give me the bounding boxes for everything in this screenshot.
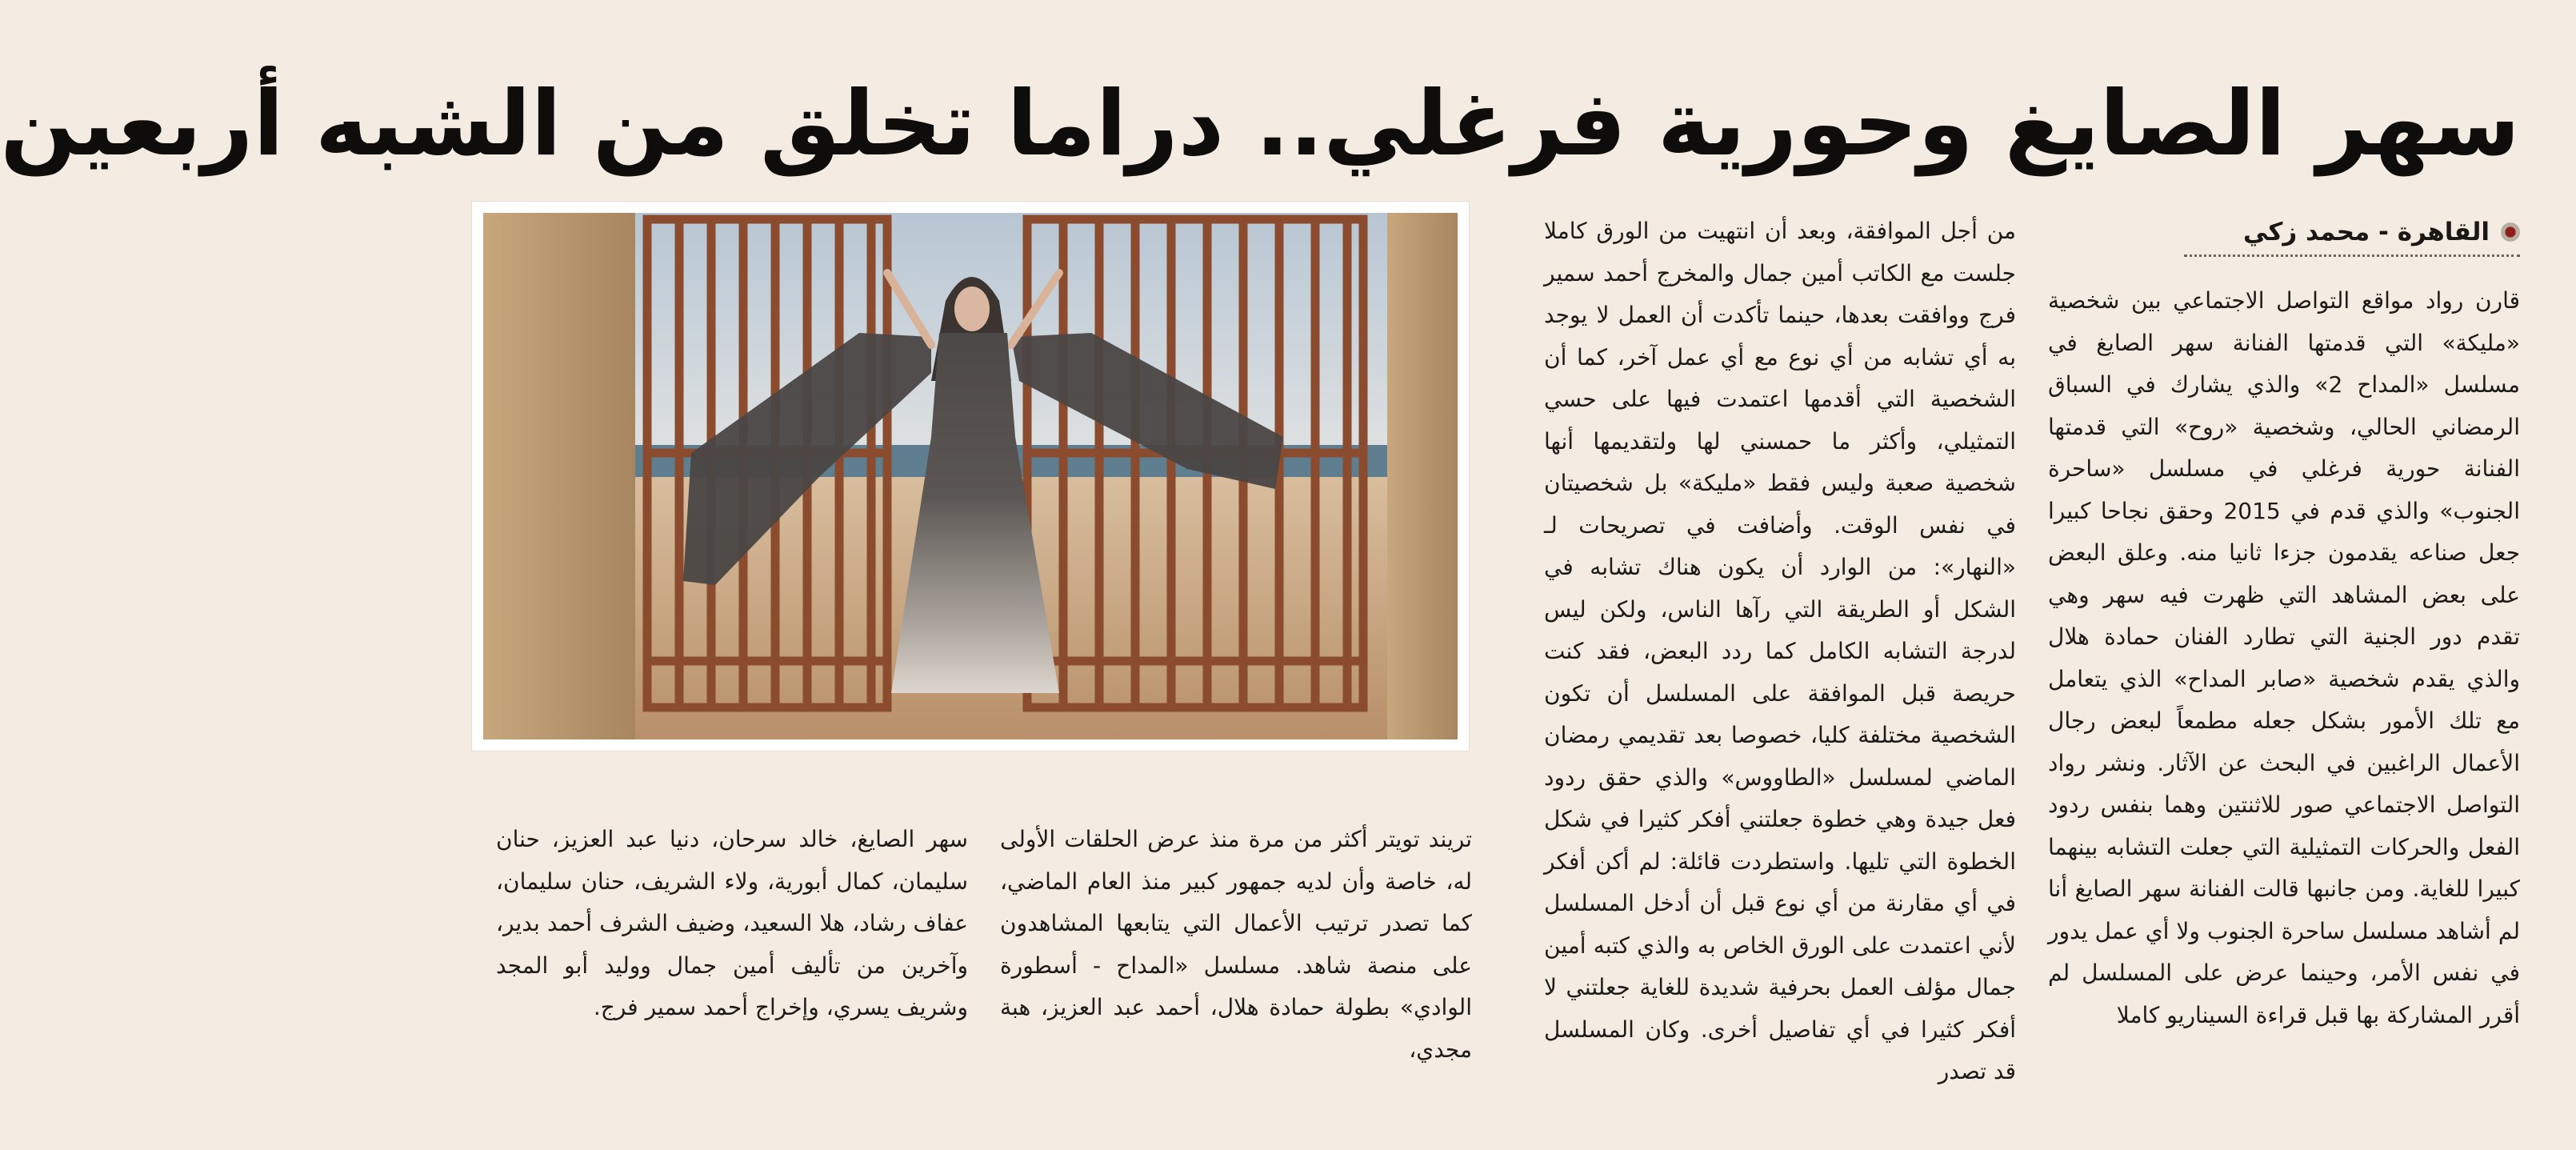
article-column-3: تريند تويتر أكثر من مرة منذ عرض الحلقات الأولى له، خاصة وأن لديه جمهور كبير منذ العام الماضي، كما تصدر ترتيب الأعمال التي يتابعها المشاهدون على منصة شاهد. مسلسل «المداح - أسطورة الوادي» بطولة حمادة هلال، أحمد عبد العزيز، هبة مجدي، — [1000, 826, 1472, 1063]
headline: سهر الصايغ وحورية فرغلي.. دراما تخلق من الشبه أربعين — [0, 72, 2520, 176]
byline — [2184, 210, 2520, 257]
byline-text: القاهرة - محمد زكي — [2242, 218, 2490, 246]
photo-illustration — [483, 213, 1458, 739]
bullet-icon — [2501, 222, 2520, 242]
article-column-1: قارن رواد مواقع التواصل الاجتماعي بين شخصية «مليكة» التي قدمتها الفنانة سهر الصايغ في مسلسل «المداح 2» والذي يشارك في السباق الرمضاني الحالي، وشخصية «روح» التي قدمتها الفنانة حورية فرغلي في مسلسل «ساحرة الجنوب» والذي قدم في 2015 وحقق نجاحا كبيرا جعل صناعه يقدمون جزءا ثانيا منه. وعلق البعض على بعض المشاهد التي ظهرت فيه سهر وهي تقدم دور الجنية التي تطارد الفنان حمادة هلال والذي يقدم شخصية «صابر المداح» الذي يتعامل مع تلك الأمور بشكل جعله مطمعاً لبعض رجال الأعمال الراغبين في البحث عن الآثار. ونشر رواد التواصل الاجتماعي صور للاثنتين وهما بنفس ردود الفعل والحركات التمثيلية التي جعلت التشابه بينهما كبيرا للغاية. ومن جانبها قالت الفنانة سهر الصايغ أنا لم أشاهد مسلسل ساحرة الجنوب ولا أي عمل يدور في نفس الأمر، وحينما عرض على المسلسل لم أقرر المشاركة بها قبل قراءة السيناريو كاملا — [2048, 287, 2520, 1028]
article-photo — [472, 202, 1469, 751]
article-column-4: سهر الصايغ، خالد سرحان، دنيا عبد العزيز، حنان سليمان، كمال أبورية، ولاء الشريف، حنان سليمان، عفاف رشاد، هلا السعيد، وضيف الشرف أحمد بدير، وآخرين من تأليف أمين جمال ووليد أبو المجد وشريف يسري، وإخراج أحمد سمير فرج. — [496, 826, 968, 1020]
photo-wall-left — [483, 213, 635, 739]
article-column-2: من أجل الموافقة، وبعد أن انتهيت من الورق كاملا جلست مع الكاتب أمين جمال والمخرج أحمد سمير فرج ووافقت بعدها، حينما تأكدت أن العمل لا يوجد به أي تشابه من أي نوع مع أي عمل آخر، كما أن الشخصية التي أقدمها اعتمدت فيها على حسي التمثيلي، وأكثر ما حمسني لها ولتقديمها أنها شخصية صعبة وليس فقط «مليكة» بل شخصيتان في نفس الوقت. وأضافت في تصريحات لـ «النهار»: من الوارد أن يكون هناك تشابه في الشكل أو الطريقة التي رآها الناس، ولكن ليس لدرجة التشابه الكامل كما ردد البعض، فقد كنت حريصة قبل الموافقة على المسلسل أن تكون الشخصية مختلفة كليا، خصوصا بعد تقديمي رمضان الماضي لمسلسل «الطاووس» والذي حقق ردود فعل جيدة وهي خطوة جعلتني أفكر كثيرا في شكل الخطوة التي تليها. واستطردت قائلة: لم أكن أفكر في أي مقارنة من أي نوع قبل أن أدخل المسلسل لأني اعتمدت على الورق الخاص به والذي كتبه أمين جمال مؤلف العمل بحرفية شديدة للغاية جعلتني لا أفكر كثيرا في أي تفاصيل أخرى. وكان المسلسل قد تصدر — [1544, 218, 2016, 1084]
photo-wall-right — [1387, 213, 1458, 739]
